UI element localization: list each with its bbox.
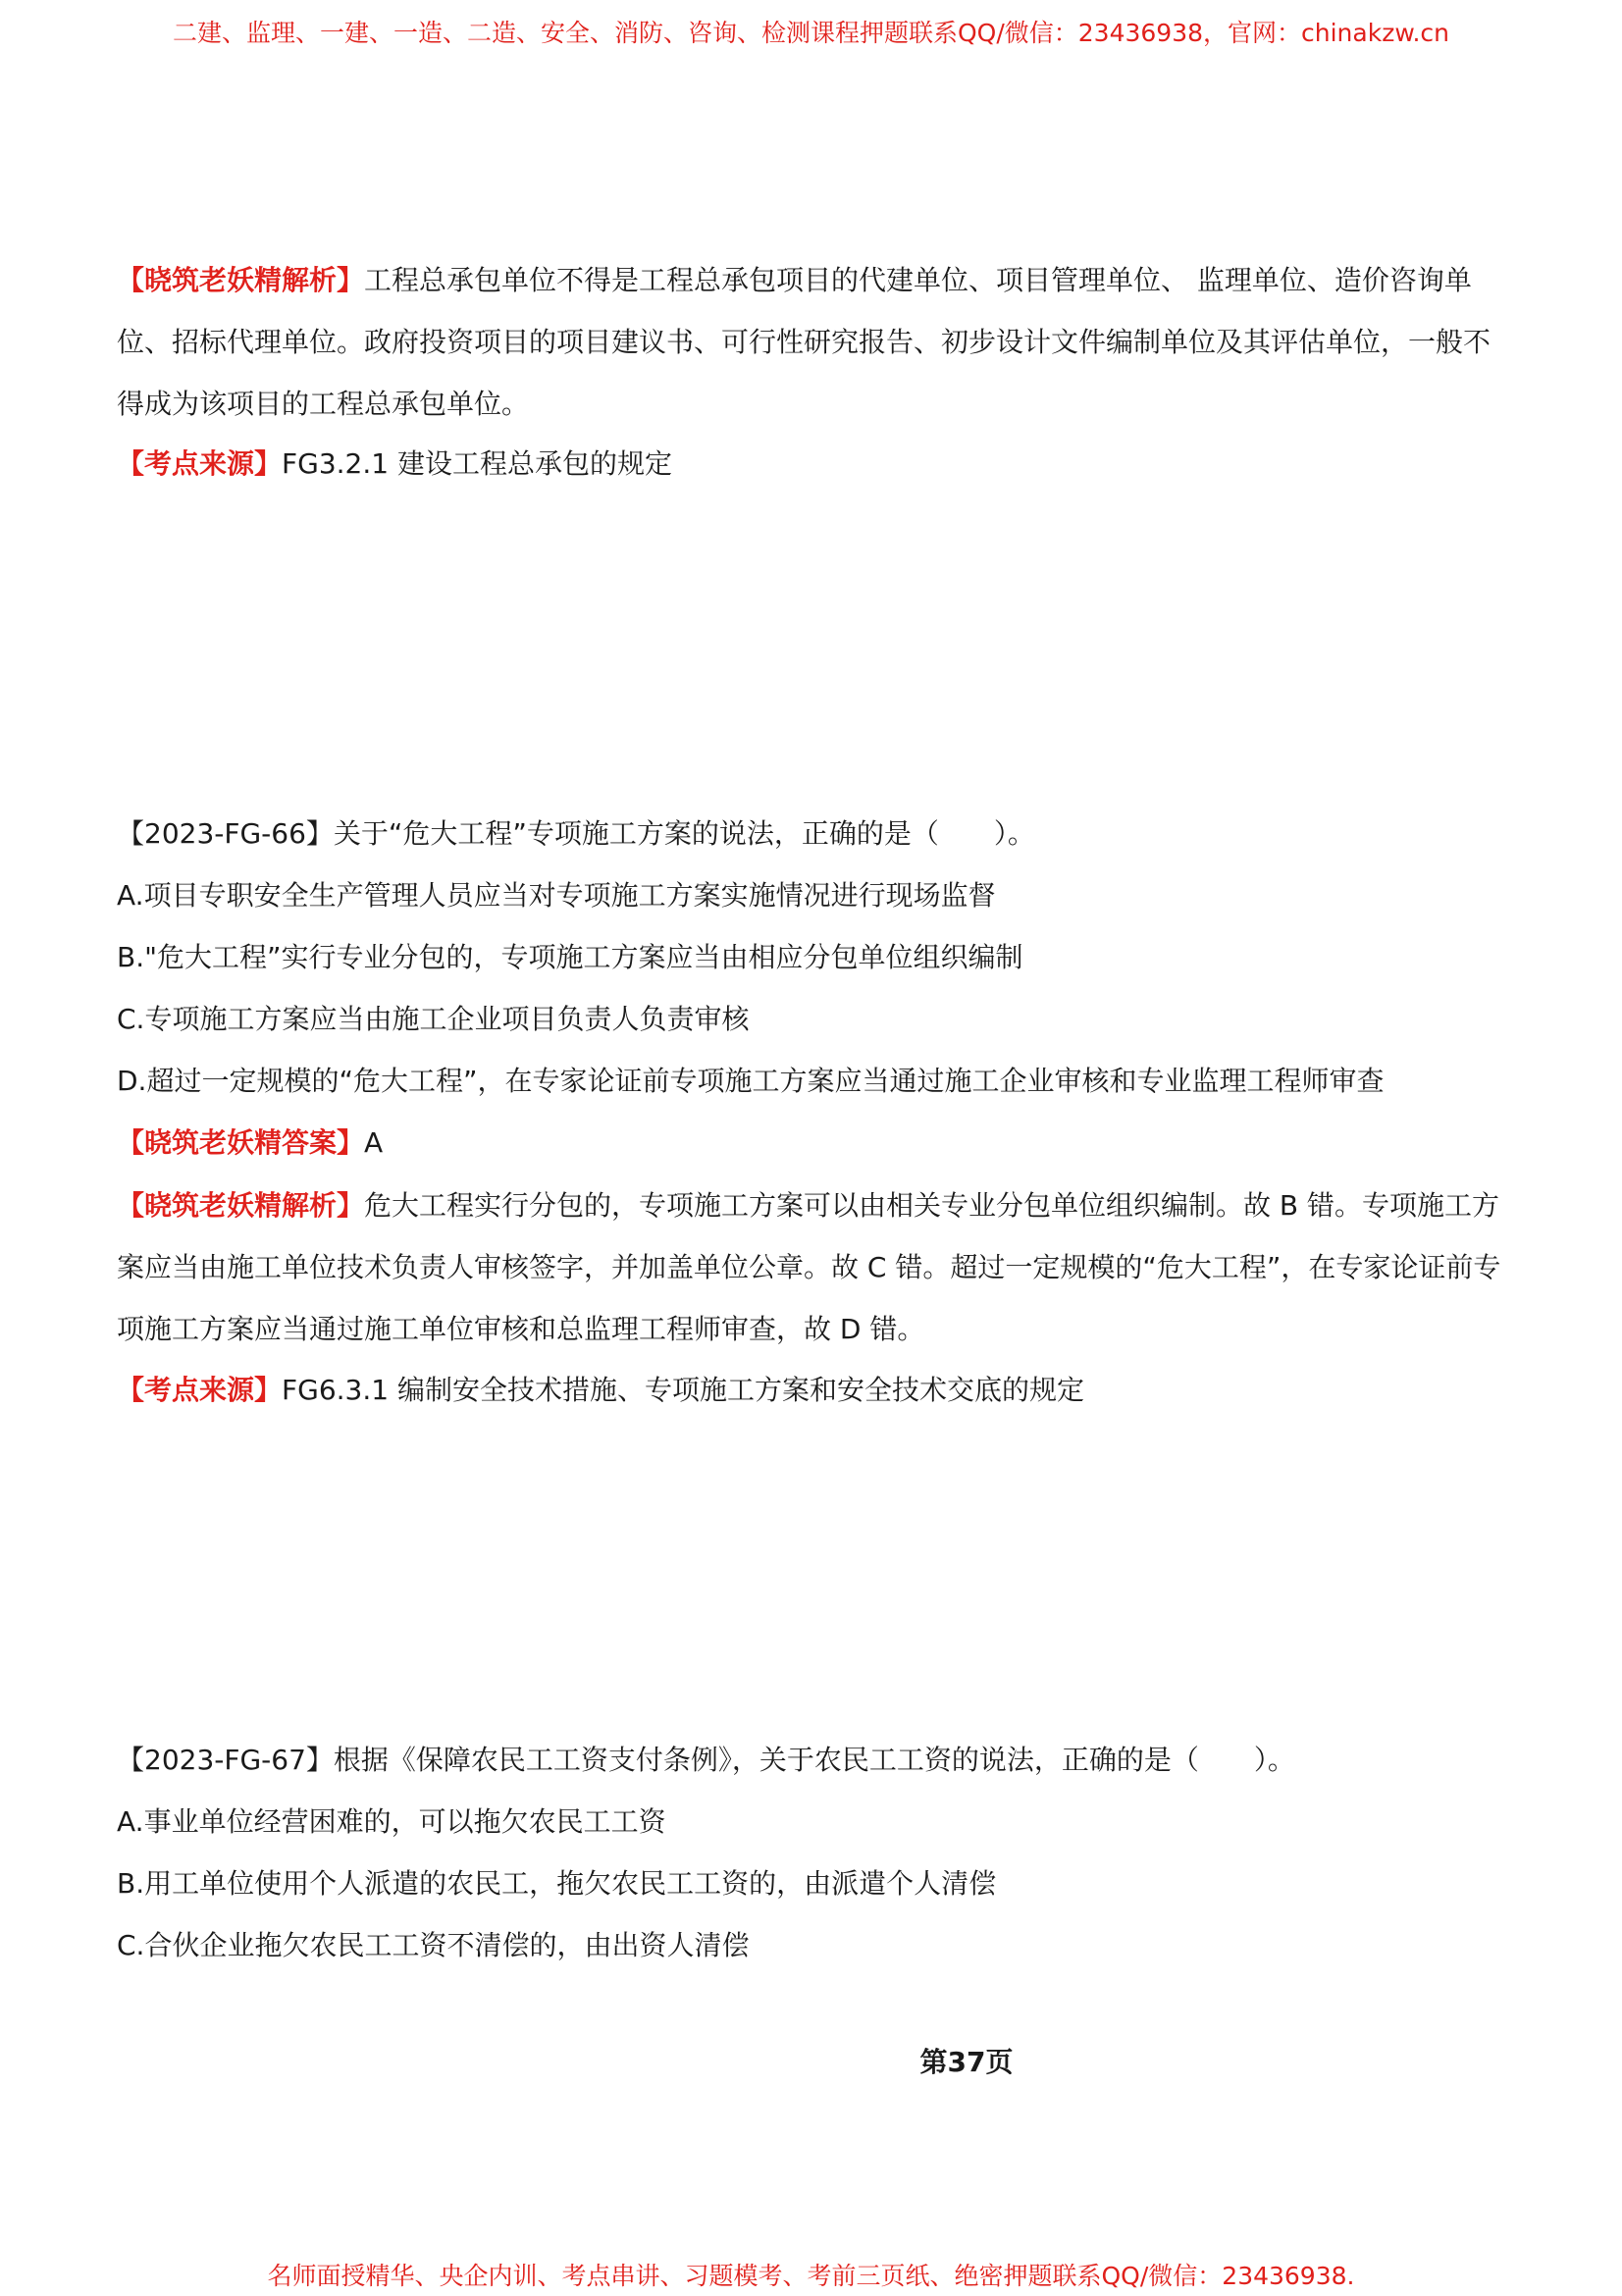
analysis-tag: 【晓筑老妖精解析】 [117, 1189, 365, 1222]
source-tag: 【考点来源】 [117, 447, 283, 480]
q66-option-d: D.超过一定规模的“危大工程”，在专家论证前专项施工方案应当通过施工企业审核和专业监理工程师审查 [117, 1065, 1385, 1097]
source-tag: 【考点来源】 [117, 1374, 283, 1406]
answer-tag: 【晓筑老妖精答案】 [117, 1126, 365, 1159]
analysis-tag: 【晓筑老妖精解析】 [117, 264, 365, 296]
source-text: FG3.2.1 建设工程总承包的规定 [282, 447, 672, 480]
analysis-text: 工程总承包单位不得是工程总承包项目的代建单位、项目管理单位、 监理单位、造价咨询单位、招标代理单位。政府投资项目的项目建议书、可行性研究报告、初步设计文件编制单位及其评估单位，一般不得成为该项目的工程总承包单位。 [117, 264, 1491, 420]
q66-analysis [117, 1174, 1510, 1360]
q66-option-c: C.专项施工方案应当由施工企业项目负责人负责审核 [117, 1003, 750, 1035]
q66-source [117, 1371, 1084, 1410]
answer-text: A [364, 1126, 384, 1159]
block1-analysis [117, 249, 1510, 435]
header-banner: 二建、监理、一建、一造、二造、安全、消防、咨询、检测课程押题联系QQ/微信：23436938，官网：chinakzw.cn [172, 19, 1450, 47]
q67-question: 【2023-FG-67】根据《保障农民工工资支付条例》，关于农民工工资的说法，正确的是（ ）。 [117, 1744, 1295, 1776]
source-text: FG6.3.1 编制安全技术措施、专项施工方案和安全技术交底的规定 [282, 1374, 1084, 1406]
q67-option-a: A.事业单位经营困难的，可以拖欠农民工工资 [117, 1805, 666, 1838]
footer-banner: 名师面授精华、央企内训、考点串讲、习题模考、考前三页纸、绝密押题联系QQ/微信：23436938. [267, 2262, 1355, 2290]
block1-source [117, 444, 672, 484]
analysis-text: 危大工程实行分包的，专项施工方案可以由相关专业分包单位组织编制。故 B 错。专项施工方案应当由施工单位技术负责人审核签字，并加盖单位公章。故 C 错。超过一定规模的“危大工程”，在专家论证前专项施工方案应当通过施工单位审核和总监理工程师审查，故 D 错。 [117, 1189, 1501, 1345]
page-number: 第37页 [919, 2046, 1014, 2078]
q67-option-b: B.用工单位使用个人派遣的农民工，拖欠农民工工资的，由派遣个人清偿 [117, 1867, 997, 1900]
q66-question: 【2023-FG-66】关于“危大工程”专项施工方案的说法，正确的是（ ）。 [117, 817, 1035, 850]
q66-option-a: A.项目专职安全生产管理人员应当对专项施工方案实施情况进行现场监督 [117, 879, 996, 912]
q66-option-b: B."危大工程”实行专业分包的，专项施工方案应当由相应分包单位组织编制 [117, 941, 1023, 973]
q67-option-c: C.合伙企业拖欠农民工工资不清偿的，由出资人清偿 [117, 1929, 750, 1961]
q66-answer [117, 1123, 383, 1163]
